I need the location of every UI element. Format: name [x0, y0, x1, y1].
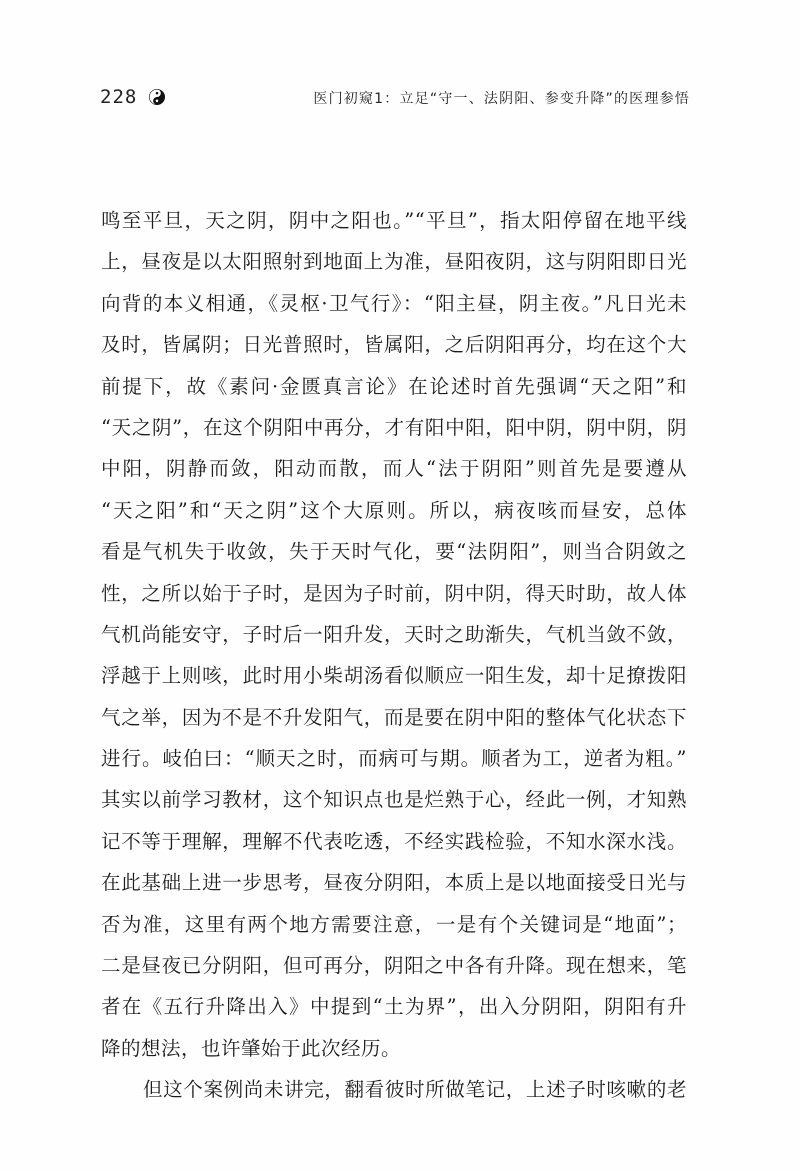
text-line: 否为准，这里有两个地方需要注意，一是有个关键词是“地面”； [101, 912, 687, 936]
text-line: 及时，皆属阴；日光普照时，皆属阳，之后阴阳再分，均在这个大 [101, 333, 687, 357]
text-line: 气之举，因为不是不升发阳气，而是要在阴中阳的整体气化状态下 [101, 705, 687, 729]
text-line: “天之阳”和“天之阴”这个大原则。所以，病夜咳而昼安，总体 [101, 498, 687, 522]
text-line: 记不等于理解，理解不代表吃透，不经实践检验，不知水深水浅。 [101, 829, 687, 853]
page-header [100, 86, 690, 116]
page-number: 228 [100, 86, 138, 108]
text-line: “天之阴”，在这个阴阳中再分，才有阳中阳，阳中阴，阴中阴，阴 [101, 415, 687, 439]
text-line: 中阳，阴静而敛，阳动而散，而人“法于阴阳”则首先是要遵从 [101, 457, 687, 481]
text-line: 进行。岐伯曰：“顺天之时，而病可与期。顺者为工，逆者为粗。” [101, 747, 687, 771]
text-line: 鸣至平旦，天之阴，阴中之阳也。”“平旦”，指太阳停留在地平线 [101, 209, 687, 232]
text-line: 前提下，故《素问·金匮真言论》在论述时首先强调“天之阳”和 [101, 374, 687, 398]
text-line: 看是气机失于收敛，失于天时气化，要“法阴阳”，则当合阴敛之 [101, 540, 687, 564]
text-line: 二是昼夜已分阴阳，但可再分，阴阳之中各有升降。现在想来，笔 [101, 954, 687, 978]
text-line: 浮越于上则咳，此时用小柴胡汤看似顺应一阳生发，却十足撩拨阳 [101, 664, 687, 688]
text-line: 在此基础上进一步思考，昼夜分阴阳，本质上是以地面接受日光与 [101, 871, 687, 895]
text-line: 上，昼夜是以太阳照射到地面上为准，昼阳夜阴，这与阴阳即日光 [101, 250, 687, 274]
taiji-icon [149, 89, 165, 105]
text-line: 降的想法，也许肇始于此次经历。 [101, 1036, 402, 1060]
text-line: 性，之所以始于子时，是因为子时前，阴中阴，得天时助，故人体 [101, 581, 687, 605]
paragraph-start-line: 但这个案例尚未讲完，翻看彼时所做笔记，上述子时咳嗽的老 [143, 1078, 687, 1102]
running-title: 医门初窥1：立足“守一、法阴阳、参变升降”的医理参悟 [313, 91, 690, 107]
text-line: 其实以前学习教材，这个知识点也是烂熟于心，经此一例，才知熟 [101, 788, 687, 812]
body-text [101, 200, 687, 1111]
text-line: 向背的本义相通，《灵枢·卫气行》：“阳主昼，阴主夜。”凡日光未 [101, 291, 687, 315]
text-line: 者在《五行升降出入》中提到“土为界”，出入分阴阳，阴阳有升 [101, 995, 687, 1019]
text-line: 气机尚能安守，子时后一阳升发，天时之助渐失，气机当敛不敛， [101, 622, 687, 646]
